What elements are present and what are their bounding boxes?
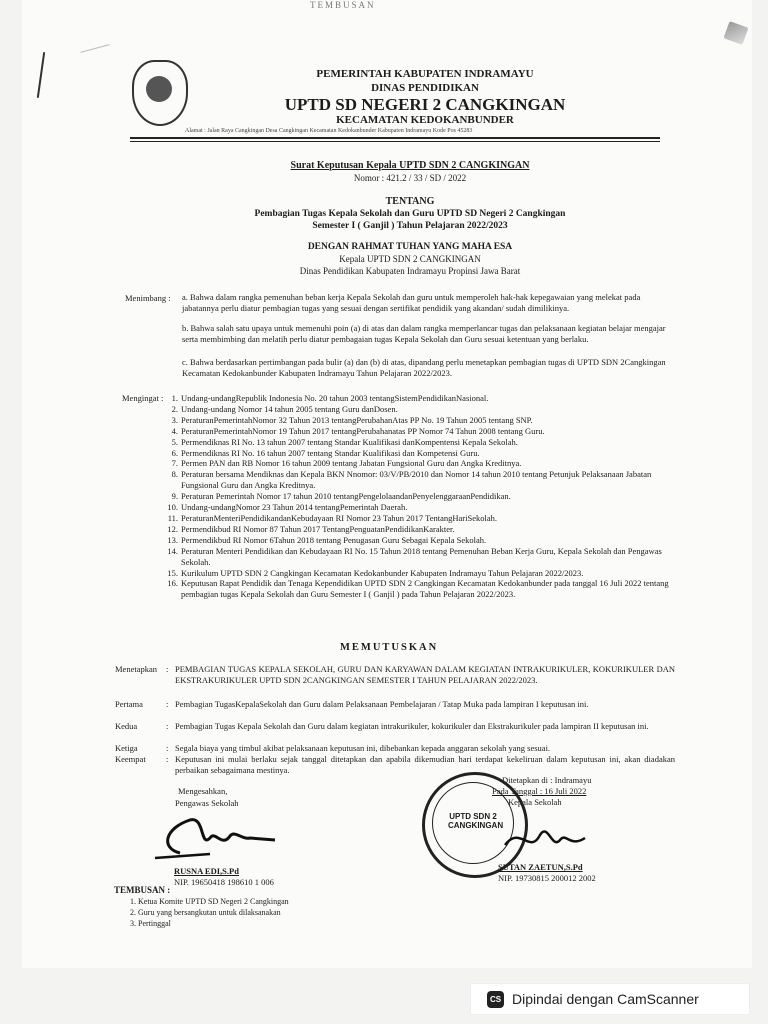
list-item: 5. Permendiknas RI No. 13 tahun 2007 tentang Standar Kualifikasi danKompentensi Kepala Sekolah. [171,436,518,447]
ketiga-text: Segala biaya yang timbul akibat pelaksanaan keputusan ini, dibebankan kepada anggaran sekolah yang sesuai. [175,743,551,753]
cut-off-text: TEMBUSAN [310,0,376,10]
list-item: 9. Peraturan Pemerintah Nomor 17 tahun 2010 tentangPengelolaandanPenyelenggaraanPendidikan. [171,491,511,502]
regency-logo-emblem [146,76,172,102]
header-line-2: DINAS PENDIDIKAN [371,82,479,94]
tanggal-line: Pada Tanggal : 16 Juli 2022 [492,786,587,796]
kepala-line: Kepala UPTD SDN 2 CANGKINGAN [339,254,481,264]
header-line-1: PEMERINTAH KABUPATEN INDRAMAYU [316,68,534,80]
list-item: 7. Permen PAN dan RB Nomor 16 tahun 2009 tentang Jabatan Fungsional Guru dan Angka Kreditnya. [171,458,522,469]
list-item: 3. Pertinggal [130,919,171,928]
camscanner-watermark [470,983,750,1015]
camscanner-icon: CS [487,991,504,1008]
kedua-text: Pembagian Tugas Kepala Sekolah dan Guru dalam kegiatan intrakurikuler, kokurikuler dan Ekstrakurikuler pada lampiran II keputusan ini. [175,721,649,731]
list-item: 10. Undang-undangNomor 23 Tahun 2014 tentangPemerintah Daerah. [167,502,408,513]
menimbang-a: a. Bahwa dalam rangka pemenuhan beban kerja Kepala Sekolah dan guru untuk memperoleh hak-hak kepegawaian yang melekat pada jabatannya perlu diatur pembagian tugas yang sesuai dengan sertifikat pendidik yang akandan/ sudah dimilikinya. [182,292,641,313]
kedua-label: Kedua [115,721,138,731]
colon: : [166,743,169,753]
header-district: KECAMATAN KEDOKANBUNDER [336,114,514,126]
mengingat-label: Mengingat : [122,393,164,403]
dinas-line: Dinas Pendidikan Kabupaten Indramayu Propinsi Jawa Barat [299,266,521,276]
list-item: 14. Peraturan Menteri Pendidikan dan Kebudayaan RI No. 15 Tahun 2018 tentang Pemenuhan Beban Kerja Guru, Kepala Sekolah dan Pengawas Sekolah. [167,545,662,567]
tembusan-list [130,896,289,929]
ditetapkan-line: Ditetapkan di : Indramayu [502,775,592,785]
rahmat-line: DENGAN RAHMAT TUHAN YANG MAHA ESA [307,242,513,252]
decree-title: Surat Keputusan Kepala UPTD SDN 2 CANGKINGAN [290,160,530,171]
list-item: 1. Ketua Komite UPTD SD Negeri 2 Cangkingan [130,897,289,906]
pertama-label: Pertama [115,699,143,709]
keempat-text: Keputusan ini mulai berlaku sejak tanggal ditetapkan dan apabila dikemudian hari terdapat kekeliruan dalam keputusan ini, akan diadakan perbaikan sebagaimana mestinya. [175,754,675,775]
pengawas-signature-icon [150,808,280,868]
ketiga-label: Ketiga [115,743,138,753]
kepala-nip: NIP. 19730815 200012 2002 [498,873,596,883]
list-item: 1. Undang-undangRepublik Indonesia No. 20 tahun 2003 tentangSistemPendidikanNasional. [171,393,489,403]
memutuskan-heading: MEMUTUSKAN [340,642,439,653]
tentang-heading: TENTANG [385,196,435,207]
mengesahkan-line: Mengesahkan, [178,786,228,796]
list-item: 6. Permendiknas RI No. 16 tahun 2007 tentang Standar Kualifikasi dan Kompetensi Guru. [171,447,480,458]
menimbang-b: b. Bahwa salah satu upaya untuk memenuhi poin (a) di atas dan dalam rangka memperlancar tugas dan pelaksanaan kegiatan belajar mengajar serta membimbing dan melatih perlu diatur pembagaian tugas Kepala Sekolah dan Guru sesuai ketentuan yang berlaku. [182,323,666,344]
list-item: 3. PeraturanPemerintahNomor 32 Tahun 2013 tentangPerubahanAtas PP No. 19 Tahun 2005 tentang SNP. [171,414,533,425]
stamp-center-text: UPTD SDN 2 CANGKINGAN [448,812,504,830]
list-item: 16. Keputusan Rapat Pendidik dan Tenaga Kependidikan UPTD SDN 2 Cangkingan Kecamatan Kedokanbunder pada tanggal 16 Juli 2022 tentang pembagian tugas Kepala Sekolah dan Guru Semester I ( Ganjil ) pada Tahun Pelajaran 2022/2023. [167,578,669,600]
list-item: 13. Permendikbud RI Nomor 6Tahun 2018 tentang Penugasan Guru Sebagai Kepala Sekolah. [167,534,487,545]
list-item: 12. Permendikbud RI Nomor 87 Tahun 2017 TentangPenguatanPendidikanKarakter. [167,523,455,534]
menimbang-c: c. Bahwa berdasarkan pertimbangan pada bulir (a) dan (b) di atas, dipandang perlu menetapkan pembagian tugas di UPTD SDN 2Cangkingan Kecamatan Kedokanbunder Kabupaten Indramayu Tahun Pelajaran 2022/2023. [182,357,666,378]
keempat-label: Keempat [115,754,146,764]
kepala-signature-icon [500,820,590,860]
subject-line-1: Pembagian Tugas Kepala Sekolah dan Guru UPTD SD Negeri 2 Cangkingan [254,209,566,219]
menimbang-label: Menimbang : [125,293,171,303]
list-item: 2. Guru yang bersangkutan untuk dilaksanakan [130,908,281,917]
header-rule-thick [130,137,660,139]
list-item: 2. Undang-undang Nomor 14 tahun 2005 tentang Guru danDosen. [171,403,398,414]
menetapkan-label: Menetapkan [115,664,158,674]
list-item: 8. Peraturan bersama Mendiknas dan Kepala BKN Nnomor: 03/V/PB/2010 dan Nomor 14 tahun 2010 tentang Petunjuk Pelaksanaan Jabatan Fungsional Guru dan Angka Kreditnya. [171,469,652,491]
pengawas-name: RUSNA EDI,S.Pd [174,866,239,876]
kepala-title: Kepala Sekolah [508,797,562,807]
list-item: 4. PeraturanPemerintahNomor 19 Tahun 2017 tentangPerubahanatas PP Nomor 74 Tahun 2008 tentang Guru. [171,425,545,436]
menetapkan-text: PEMBAGIAN TUGAS KEPALA SEKOLAH, GURU DAN KARYAWAN DALAM KEGIATAN INTRAKURIKULER, KOKURIKULER DAN EKSTRAKURIKULER UPTD SDN 2CANGKINGAN SEMESTER I TAHUN PELAJARAN 2022/2023. [175,664,675,685]
kepala-name: SUTAN ZAETUN,S.Pd [498,862,583,872]
pengawas-title: Pengawas Sekolah [175,798,239,808]
subject-line-2: Semester I ( Ganjil ) Tahun Pelajaran 2022/2023 [312,221,508,231]
colon: : [166,754,169,764]
camscanner-label: Dipindai dengan CamScanner [512,991,699,1007]
pertama-text: Pembagian TugasKepalaSekolah dan Guru dalam Pelaksanaan Pembelajaran / Tatap Muka pada lampiran I keputusan ini. [175,699,589,709]
colon: : [166,699,169,709]
list-item: 11. PeraturanMenteriPendidikandanKebudayaan RI Nomor 23 Tahun 2017 TentangHariSekolah. [167,512,497,523]
colon: : [166,721,169,731]
header-school-name: UPTD SD NEGERI 2 CANGKINGAN [284,95,566,114]
pengawas-nip: NIP. 19650418 198610 1 006 [174,877,274,887]
decree-number: Nomor : 421.2 / 33 / SD / 2022 [353,173,467,183]
colon: : [166,664,169,674]
list-item: 15. Kurikulum UPTD SDN 2 Cangkingan Kecamatan Kedokanbunder Kabupaten Indramayu Tahun Pelajaran 2022/2023. [167,567,584,578]
header-address: Alamat : Jalan Raya Cangkingan Desa Cangkingan Kecamatan Kedokanbunder Kabupaten Indramayu Kode Pos 45283 [185,128,473,134]
header-rule-thin [130,141,660,142]
tembusan-label: TEMBUSAN : [114,885,171,895]
mengingat-list [166,393,686,600]
